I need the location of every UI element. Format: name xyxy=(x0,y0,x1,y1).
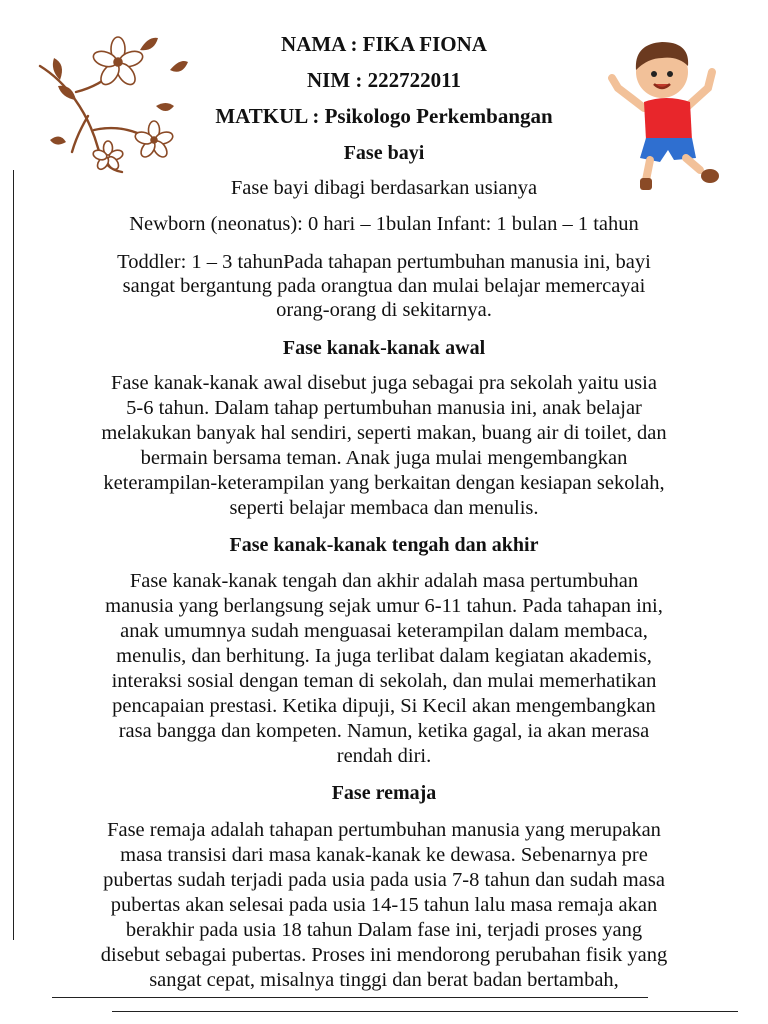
paragraph-line: berakhir pada usia 18 tahun Dalam fase ini, terjadi proses yang xyxy=(125,919,643,941)
paragraph-line: pencapaian prestasi. Ketika dipuji, Si Kecil akan mengembangkan xyxy=(112,695,656,717)
paragraph-line: melakukan banyak hal sendiri, seperti makan, buang air di toilet, dan xyxy=(101,422,667,444)
paragraph-line: Fase kanak-kanak awal disebut juga sebagai pra sekolah yaitu usia xyxy=(111,372,657,394)
paragraph-line: Newborn (neonatus): 0 hari – 1bulan Infant: 1 bulan – 1 tahun xyxy=(129,213,639,235)
student-name: NAMA : FIKA FIONA xyxy=(281,32,487,56)
paragraph-line: keterampilan-keterampilan yang berkaitan dengan kesiapan sekolah, xyxy=(103,472,665,494)
paragraph-line: sangat cepat, misalnya tinggi dan berat badan bertambah, xyxy=(149,969,619,991)
course-name: MATKUL : Psikologo Perkembangan xyxy=(215,104,553,128)
paragraph-line: 5-6 tahun. Dalam tahap pertumbuhan manusia ini, anak belajar xyxy=(126,397,642,419)
paragraph-line: Fase bayi dibagi berdasarkan usianya xyxy=(230,177,538,199)
paragraph-line: pubertas akan selesai pada usia 14-15 tahun lalu masa remaja akan xyxy=(110,894,658,916)
paragraph-line: manusia yang berlangsung sejak umur 6-11 tahun. Pada tahapan ini, xyxy=(105,595,663,617)
section-title-kanak-awal: Fase kanak-kanak awal xyxy=(282,337,486,359)
paragraph-line: rasa bangga dan kompeten. Namun, ketika gagal, ia akan merasa xyxy=(118,720,650,742)
paragraph-line: orang-orang di sekitarnya. xyxy=(276,299,492,321)
paragraph-line: pubertas sudah terjadi pada usia pada usia 7-8 tahun dan sudah masa xyxy=(103,869,665,891)
paragraph-line: Fase kanak-kanak tengah dan akhir adalah masa pertumbuhan xyxy=(129,570,639,592)
paragraph-line: rendah diri. xyxy=(336,745,432,767)
footer-line-top xyxy=(52,997,648,998)
paragraph-line: seperti belajar membaca dan menulis. xyxy=(229,497,539,519)
paragraph-line: Toddler: 1 – 3 tahunPada tahapan pertumbuhan manusia ini, bayi xyxy=(117,251,651,273)
paragraph-line: disebut sebagai pubertas. Proses ini mendorong perubahan fisik yang xyxy=(100,944,668,966)
paragraph-line: interaksi sosial dengan teman di sekolah, dan mulai memerhatikan xyxy=(111,670,657,692)
paragraph-line: anak umumnya sudah menguasai keterampilan dalam membaca, xyxy=(120,620,648,642)
paragraph-line: masa transisi dari masa kanak-kanak ke dewasa. Sebenarnya pre xyxy=(120,844,648,866)
paragraph-line: menulis, dan berhitung. Ia juga terlibat dalam kegiatan akademis, xyxy=(116,645,652,667)
section-title-fase-remaja: Fase remaja xyxy=(331,782,437,804)
section-title-fase-bayi: Fase bayi xyxy=(343,142,425,164)
paragraph-line: sangat bergantung pada orangtua dan mulai belajar memercayai xyxy=(122,275,646,297)
paragraph-line: bermain bersama teman. Anak juga mulai mengembangkan xyxy=(140,447,628,469)
paragraph-line: Fase remaja adalah tahapan pertumbuhan manusia yang merupakan xyxy=(107,819,661,841)
student-nim: NIM : 222722011 xyxy=(307,68,461,92)
section-title-kanak-tengah-akhir: Fase kanak-kanak tengah dan akhir xyxy=(229,534,539,556)
footer-line-bottom xyxy=(112,1011,738,1012)
